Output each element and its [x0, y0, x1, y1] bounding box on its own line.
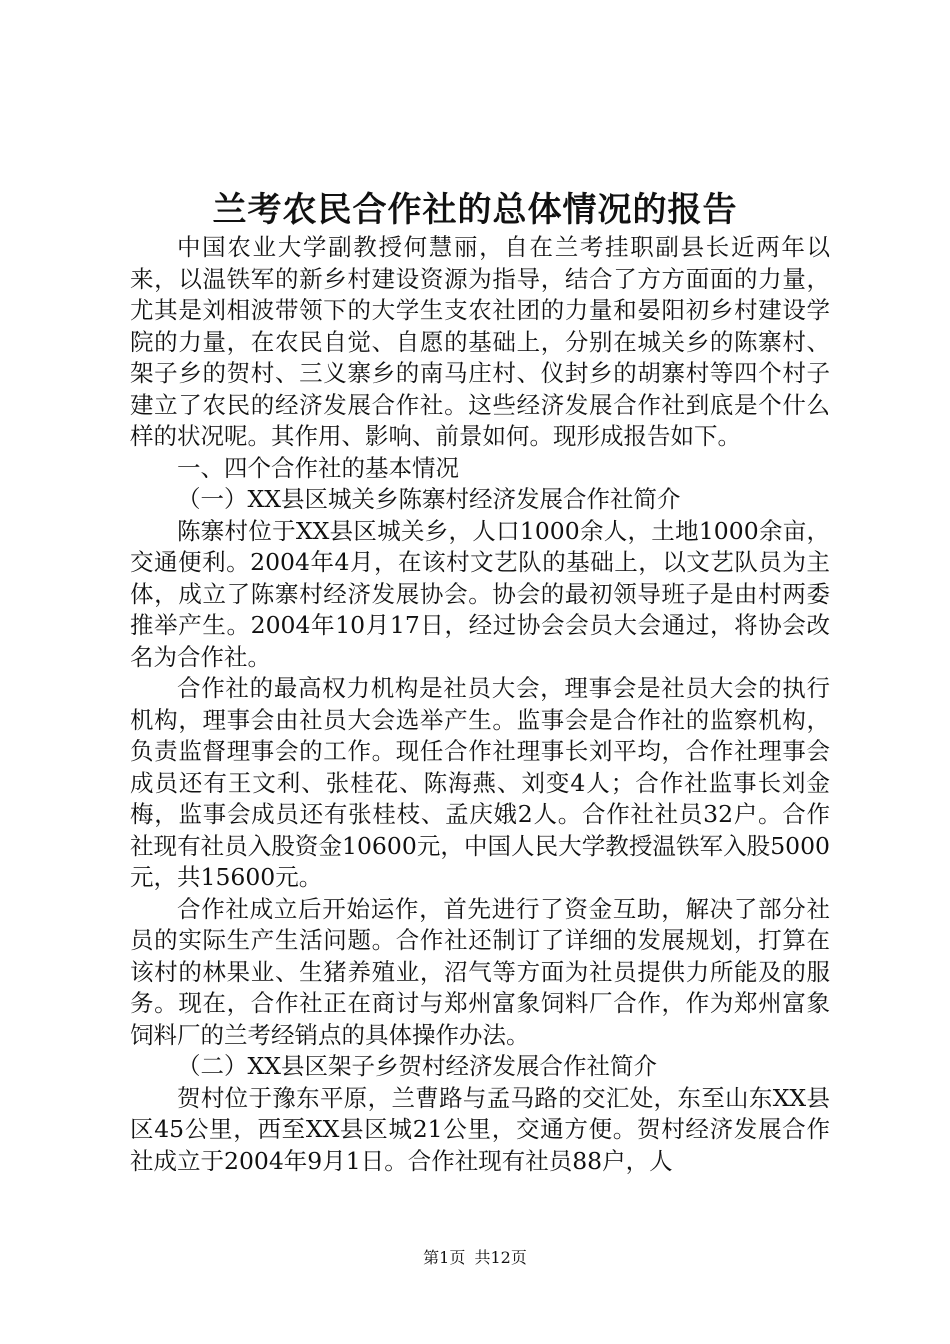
page-number: 第1页	[423, 1248, 466, 1267]
subsection-heading-2: （二）XX县区架子乡贺村经济发展合作社简介	[177, 1052, 657, 1080]
paragraph-chenzhai-structure: 合作社的最高权力机构是社员大会，理事会是社员大会的执行机构，理事会由社员大会选举产生。监事会是合作社的监察机构，负责监督理事会的工作。现任合作社理事长刘平均，合作社理事会成员还有王文利、张桂花、陈海燕、刘变4人；合作社监事长刘金梅，监事会成员还有张桂枝、孟庆娥2人。合作社社员32户。合作社现有社员入股资金10600元，中国人民大学教授温铁军入股5000元，共15600元。	[130, 674, 830, 891]
subsection-heading-1: （一）XX县区城关乡陈寨村经济发展合作社简介	[177, 485, 681, 513]
page-footer	[0, 1248, 950, 1268]
paragraph-hecun-overview: 贺村位于豫东平原，兰曹路与孟马路的交汇处，东至山东XX县区45公里，西至XX县区城21公里，交通方便。贺村经济发展合作社成立于2004年9月1日。合作社现有社员88户，人	[130, 1083, 830, 1175]
paragraph-chenzhai-operation: 合作社成立后开始运作，首先进行了资金互助，解决了部分社员的实际生产生活问题。合作社还制订了详细的发展规划，打算在该村的林果业、生猪养殖业，沼气等方面为社员提供力所能及的服务。现在，合作社正在商讨与郑州富象饲料厂合作，作为郑州富象饲料厂的兰考经销点的具体操作办法。	[130, 894, 830, 1049]
document-body	[130, 232, 830, 1177]
page-total: 共12页	[474, 1248, 527, 1267]
section-heading-1: 一、四个合作社的基本情况	[177, 453, 459, 482]
document-title: 兰考农民合作社的总体情况的报告	[212, 190, 738, 230]
paragraph-intro: 中国农业大学副教授何慧丽，自在兰考挂职副县长近两年以来，以温铁军的新乡村建设资源为指导，结合了方方面面的力量，尤其是刘相波带领下的大学生支农社团的力量和晏阳初乡村建设学院的力量，在农民自觉、自愿的基础上，分别在城关乡的陈寨村、架子乡的贺村、三义寨乡的南马庄村、仪封乡的胡寨村等四个村子建立了农民的经济发展合作社。这些经济发展合作社到底是个什么样的状况呢。其作用、影响、前景如何。现形成报告如下。	[130, 233, 830, 450]
paragraph-chenzhai-overview: 陈寨村位于XX县区城关乡，人口1000余人，土地1000余亩，交通便利。2004年4月，在该村文艺队的基础上，以文艺队员为主体，成立了陈寨村经济发展协会。协会的最初领导班子是由村两委推举产生。2004年10月17日，经过协会会员大会通过，将协会改名为合作社。	[130, 516, 830, 671]
